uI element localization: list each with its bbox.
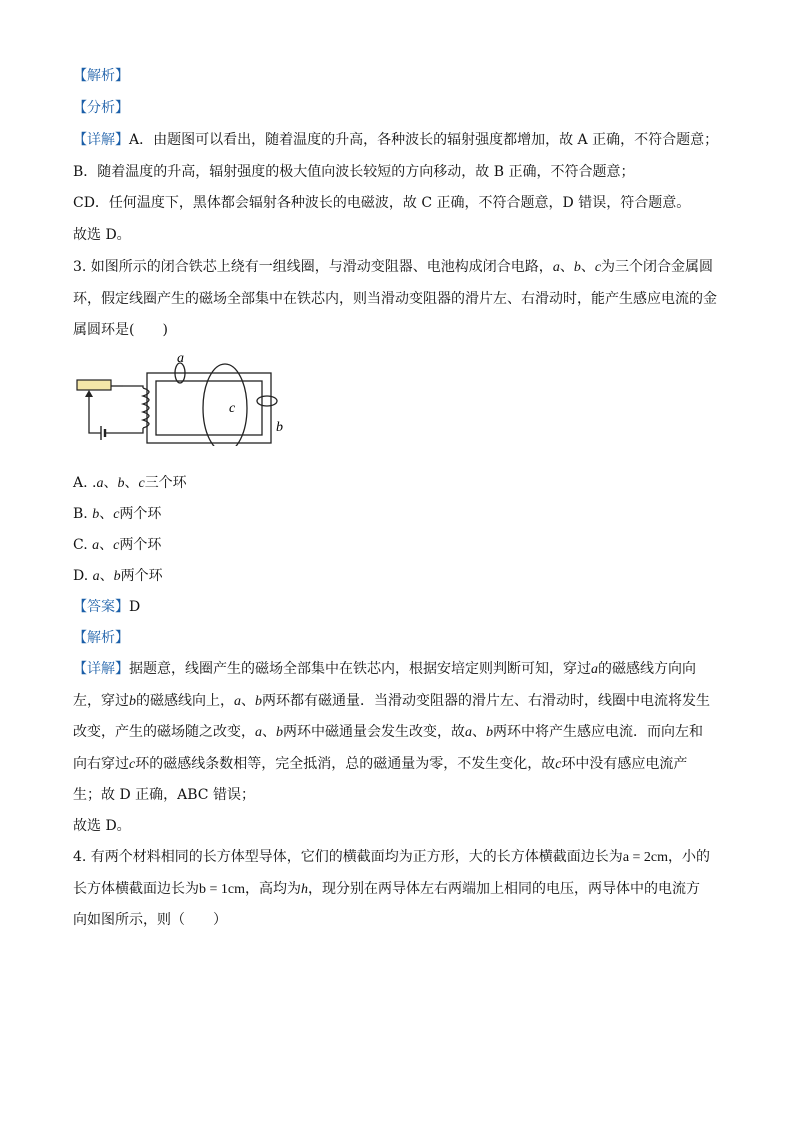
var-c: c bbox=[129, 757, 136, 772]
text: 两环中磁通量会发生改变，故 bbox=[283, 724, 465, 740]
text: 左，穿过 bbox=[73, 693, 129, 709]
sep: 、 bbox=[124, 475, 139, 491]
iron-core-outer bbox=[147, 373, 271, 443]
text: ，高均为 bbox=[245, 881, 301, 897]
var-a: a bbox=[96, 476, 104, 491]
text: 的磁感线向上， bbox=[136, 693, 234, 709]
opt-prefix: B. bbox=[73, 506, 93, 522]
line-detail-cd: CD．任何温度下，黑体都会辐射各种波长的电磁波，故 C 正确，不符合题意，D 错误，符合题意。 bbox=[73, 195, 691, 211]
q4-line-3: 向如图所示，则（ ） bbox=[73, 912, 227, 928]
q3-detail-line-5: 生；故 D 正确，ABC 错误； bbox=[73, 787, 255, 803]
var-c: c bbox=[138, 476, 145, 491]
answer-line bbox=[73, 597, 140, 617]
q3-stem-text: 3. 如图所示的闭合铁芯上绕有一组线圈，与滑动变阻器、电池构成闭合电路， bbox=[73, 259, 553, 275]
line-choose-1: 故选 D。 bbox=[73, 227, 131, 243]
sep: 、 bbox=[241, 693, 255, 709]
var-h: h bbox=[301, 882, 308, 897]
text: 两环都有磁通量．当滑动变阻器的滑片左、右滑动时，线圈中电流将发生 bbox=[262, 693, 710, 709]
q3-detail-line-3 bbox=[73, 722, 703, 743]
text: 环中没有感应电流产 bbox=[561, 756, 688, 772]
iron-core-inner bbox=[156, 381, 262, 435]
sep: 、 bbox=[580, 259, 595, 275]
detail-tag: 【详解】 bbox=[73, 132, 129, 148]
wire-top bbox=[123, 386, 143, 388]
sep: 、 bbox=[99, 537, 114, 553]
var-a: a bbox=[591, 662, 598, 677]
var-c: c bbox=[113, 507, 120, 522]
opt-suffix: 两个环 bbox=[119, 537, 162, 553]
line-detail-b: B．随着温度的升高，辐射强度的极大值向波长较短的方向移动，故 B 正确，不符合题意； bbox=[73, 164, 635, 180]
text: 长方体横截面边长为 bbox=[73, 881, 199, 897]
wire-bottom bbox=[105, 428, 143, 433]
q3-stem-text: 为三个闭合金属圆 bbox=[601, 259, 714, 275]
sep: 、 bbox=[472, 724, 486, 740]
detail-tag: 【详解】 bbox=[73, 661, 129, 677]
answer-tag: 【答案】 bbox=[73, 599, 129, 615]
ring-c bbox=[203, 364, 247, 446]
text: 改变，产生的磁场随之改变， bbox=[73, 724, 255, 740]
var-b: b bbox=[92, 507, 100, 522]
text: 4. 有两个材料相同的长方体型导体，它们的横截面均为正方形，大的长方体横截面边长为 bbox=[73, 849, 623, 865]
text: 环的磁感线条数相等，完全抵消，总的磁通量为零，不发生变化，故 bbox=[135, 756, 556, 772]
line-choose-2: 故选 D。 bbox=[73, 818, 131, 834]
eq-a: a = 2cm bbox=[622, 850, 669, 865]
line-fenxi: 【分析】 bbox=[73, 100, 129, 116]
opt-suffix: 两个环 bbox=[119, 506, 162, 522]
rheostat bbox=[77, 380, 111, 390]
var-a: a bbox=[234, 694, 241, 709]
option-a bbox=[73, 473, 187, 494]
sep: 、 bbox=[103, 475, 118, 491]
wire-left bbox=[89, 392, 101, 433]
q3-stem-line-1 bbox=[73, 257, 713, 278]
label-a: a bbox=[177, 351, 184, 366]
option-b bbox=[73, 504, 161, 525]
q3-stem-line-2: 环，假定线圈产生的磁场全部集中在铁芯内，则当滑动变阻器的滑片左、右滑动时，能产生感应电流的金 bbox=[73, 291, 717, 307]
var-c: c bbox=[113, 538, 120, 553]
sep: 、 bbox=[262, 724, 276, 740]
var-b: b bbox=[113, 569, 121, 584]
line-jiexi-1: 【解析】 bbox=[73, 68, 129, 84]
var-c: c bbox=[594, 260, 602, 275]
q3-detail-line-4 bbox=[73, 754, 687, 775]
var-b: b bbox=[255, 694, 262, 709]
option-c bbox=[73, 535, 161, 556]
line-detail-a bbox=[73, 130, 718, 150]
text: 向右穿过 bbox=[73, 756, 129, 772]
var-b: b bbox=[129, 694, 136, 709]
answer-value: D bbox=[129, 599, 141, 615]
circuit-figure bbox=[73, 346, 283, 446]
opt-prefix: A. . bbox=[73, 475, 97, 491]
text: 据题意，线圈产生的磁场全部集中在铁芯内，根据安培定则判断可知，穿过 bbox=[129, 661, 591, 677]
var-a: a bbox=[255, 725, 262, 740]
q3-detail-line-1 bbox=[73, 659, 696, 680]
opt-suffix: 两个环 bbox=[120, 568, 163, 584]
var-b: b bbox=[573, 260, 581, 275]
var-b: b bbox=[486, 725, 493, 740]
eq-b: b = 1cm bbox=[199, 882, 245, 897]
sep: 、 bbox=[99, 506, 114, 522]
var-a: a bbox=[465, 725, 472, 740]
var-b: b bbox=[117, 476, 125, 491]
opt-suffix: 三个环 bbox=[144, 475, 187, 491]
coil bbox=[143, 388, 149, 428]
sep: 、 bbox=[99, 568, 114, 584]
opt-prefix: C. bbox=[73, 537, 93, 553]
label-b: b bbox=[276, 420, 283, 435]
q3-stem-line-3: 属圆环是( ) bbox=[73, 322, 168, 338]
q4-line-1 bbox=[73, 847, 710, 868]
sep: 、 bbox=[559, 259, 574, 275]
var-a: a bbox=[92, 538, 100, 553]
text: 两环中将产生感应电流．而向左和 bbox=[493, 724, 703, 740]
option-d bbox=[73, 566, 163, 587]
var-b: b bbox=[276, 725, 283, 740]
var-a: a bbox=[552, 260, 560, 275]
opt-prefix: D. bbox=[73, 568, 93, 584]
text: ，小的 bbox=[668, 849, 711, 865]
var-c: c bbox=[555, 757, 562, 772]
slider-arrow bbox=[85, 390, 93, 397]
ring-b bbox=[257, 396, 277, 406]
q3-detail-line-2 bbox=[73, 691, 710, 712]
line-jiexi-2: 【解析】 bbox=[73, 630, 129, 646]
text: 的磁感线方向向 bbox=[598, 661, 696, 677]
detail-text: A．由题图可以看出，随着温度的升高，各种波长的辐射强度都增加，故 A 正确，不符合题意； bbox=[129, 132, 719, 148]
var-a: a bbox=[92, 569, 100, 584]
label-c: c bbox=[229, 401, 236, 416]
q4-line-2 bbox=[73, 879, 700, 900]
text: ，现分别在两导体左右两端加上相同的电压，两导体中的电流方 bbox=[308, 881, 700, 897]
